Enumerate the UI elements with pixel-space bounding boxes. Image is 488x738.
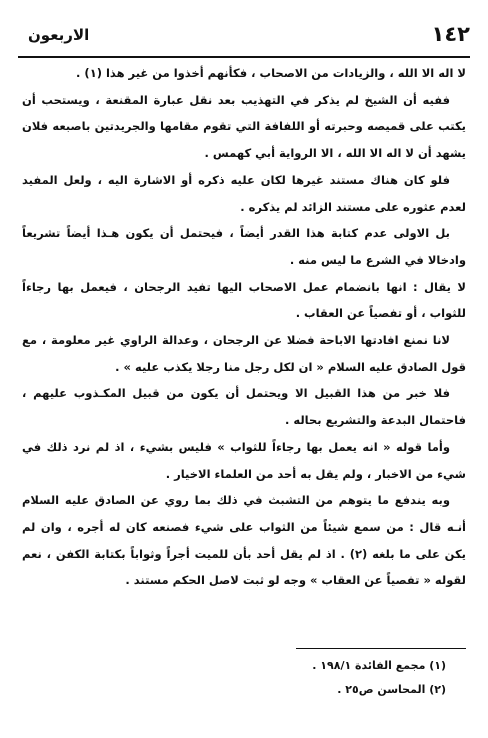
- header-rule: [18, 56, 470, 58]
- paragraph: لا اله الا الله ، والزيادات من الاصحاب ، فكأنهم أخذوا من غير هذا (١) .: [76, 66, 466, 80]
- paragraph: ففيه أن الشيخ لم يذكر في التهذيب بعد نقل عبارة المقنعة ، ويستحب أن يكتب على قميصه وحبرته أو اللفافة التي تقوم مقامها والجريدتين باصبعه فلان يشهد أن لا اله الا الله ، الا الرواية أبي كهمس .: [22, 92, 466, 161]
- footnote: (١) مجمع الفائدة ١٩٨/١ .: [312, 659, 446, 672]
- paragraph: فلا خبر من هذا القبيل الا ويحتمل أن يكون من قبيل المكـذوب عليهم ، فاحتمال البدعة والتشريع بحاله .: [22, 386, 466, 428]
- footnotes: [22, 654, 466, 702]
- paragraph: بل الاولى عدم كتابة هذا القدر أيضاً ، فيحتمل أن يكون هـذا أيضاً تشريعاً وادخالا في الشرع ما ليس منه .: [22, 226, 466, 267]
- paragraph: وأما قوله « انه يعمل بها رجاءاً للثواب » فليس بشيء ، اذ لم نرد ذلك في شيء من الاخبار ، ولم يقل به أحد من العلماء الاخيار .: [22, 439, 466, 481]
- footnote: (٢) المحاسن ص٢٥ .: [337, 683, 446, 696]
- page-number: ١٤٢: [431, 22, 470, 46]
- running-title: الاربعون: [28, 26, 90, 44]
- page-header: [18, 22, 470, 58]
- paragraph: لا يقال : انها بانضمام عمل الاصحاب اليها تفيد الرجحان ، فيعمل بها رجاءاً للثواب ، أو تفصياً عن العقاب .: [22, 279, 466, 321]
- paragraph: وبه يندفع ما يتوهم من التشبث في ذلك بما روي عن الصادق عليه السلام أنـه قال : من سمع شيئاً من الثواب على شيء فصنعه كان له أجره ، وان لم يكن على ما بلغه (٢) . اذ لم يقل أحد بأن للميت أجراً وثواباً بكتابة الكفن ، نعم لقوله « تفصياً عن العقاب » وجه لو ثبت لاصل الحكم مستند .: [22, 493, 466, 588]
- footnote-rule: [296, 648, 466, 649]
- paragraph: لانا نمنع افادتها الاباحة فضلا عن الرجحان ، وعدالة الراوي غير معلومة ، مع قول الصادق عليه السلام « ان لكل رجل منا رجلا يكذب عليه » .: [22, 333, 466, 374]
- main-text: [22, 60, 466, 594]
- paragraph: فلو كان هناك مستند غيرها لكان عليه ذكره أو الاشارة اليه ، ولعل المفيد لعدم عثوره على مستند الزائد لم يذكره .: [22, 172, 466, 214]
